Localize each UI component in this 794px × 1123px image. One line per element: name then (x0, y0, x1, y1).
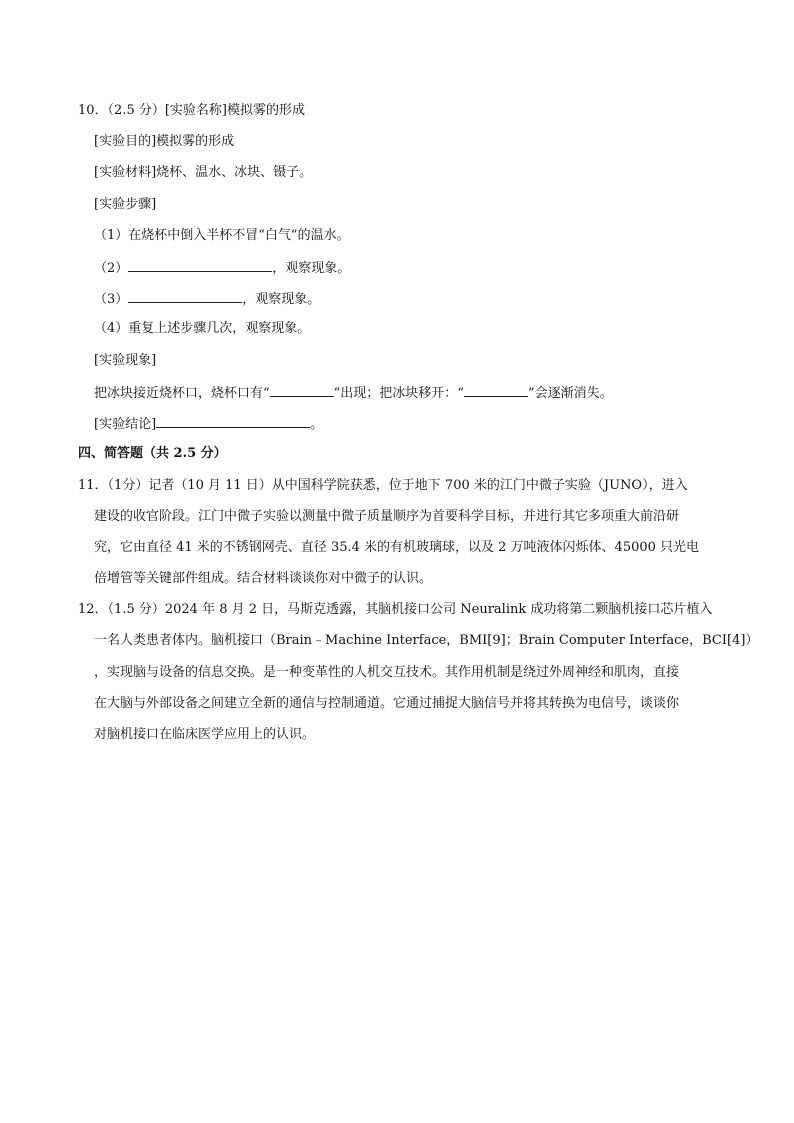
q10-step-2-suffix: ，观察现象。 (272, 261, 351, 276)
q10-conclusion-prefix: [实验结论] (94, 417, 157, 432)
q10-phenomenon-blank-2[interactable] (464, 383, 528, 397)
q11-line: 究，它由直径 41 米的不锈钢网壳、直径 35.4 米的有机玻璃球，以及 2 万吨液体闪烁体、45000 只光电 (94, 540, 700, 555)
q10-step-2 (94, 258, 350, 278)
q10-step-2-prefix: （2） (94, 261, 129, 276)
q10-phenomenon (94, 383, 613, 403)
q10-steps-label: [实验步骤] (94, 197, 157, 212)
q10-phenomenon-label: [实验现象] (94, 353, 157, 368)
q10-step-3-suffix: ，观察现象。 (242, 292, 321, 307)
q10-purpose: [实验目的]模拟雾的形成 (94, 134, 235, 149)
section-4-title: 四、简答题（共 2.5 分） (78, 446, 227, 461)
q10-step-3-blank[interactable] (128, 289, 242, 303)
q11-line: 建设的收官阶段。江门中微子实验以测量中微子质量顺序为首要科学目标，并进行其它多项重大前沿研 (94, 509, 680, 524)
q10-step-4: （4）重复上述步骤几次，观察现象。 (94, 321, 311, 336)
q12-line: 对脑机接口在临床医学应用上的认识。 (94, 727, 316, 742)
q10-conclusion-blank[interactable] (156, 414, 310, 428)
q12-line: 在大脑与外部设备之间建立全新的通信与控制通道。它通过捕捉大脑信号并将其转换为电信号，谈谈你 (94, 696, 680, 711)
q12-line: ，实现脑与设备的信息交换。是一种变革性的人机交互技术。其作用机制是绕过外周神经和肌肉，直接 (94, 665, 680, 680)
q10-heading: 10．（2.5 分）[实验名称]模拟雾的形成 (78, 103, 305, 118)
q10-phenomenon-c: ”会逐渐消失。 (527, 386, 613, 401)
q10-conclusion (94, 414, 323, 434)
q10-materials: [实验材料]烧杯、温水、冰块、镊子。 (94, 165, 313, 180)
q10-phenomenon-b: ”出现；把冰块移开：“ (333, 386, 464, 401)
q10-step-3 (94, 289, 320, 309)
q10-step-1: （1）在烧杯中倒入半杯不冒“白气”的温水。 (94, 228, 350, 243)
q10-phenomenon-a: 把冰块接近烧杯口，烧杯口有“ (94, 386, 270, 401)
q10-phenomenon-blank-1[interactable] (270, 383, 334, 397)
q12-line: 12．（1.5 分）2024 年 8 月 2 日，马斯克透露，其脑机接口公司 Neuralink 成功将第二颗脑机接口芯片植入 (78, 602, 713, 617)
q12-line: 一名人类患者体内。脑机接口（Brain﹣Machine Interface，BMI[9]；Brain Computer Interface，BCI[4]） (94, 633, 759, 648)
q10-step-2-blank[interactable] (128, 258, 272, 272)
q10-step-3-prefix: （3） (94, 292, 129, 307)
q10-conclusion-suffix: 。 (310, 417, 324, 432)
q11-line: 倍增管等关键部件组成。结合材料谈谈你对中微子的认识。 (94, 571, 433, 586)
q11-line: 11．（1分）记者（10 月 11 日）从中国科学院获悉，位于地下 700 米的江门中微子实验（JUNO），进入 (78, 478, 688, 493)
